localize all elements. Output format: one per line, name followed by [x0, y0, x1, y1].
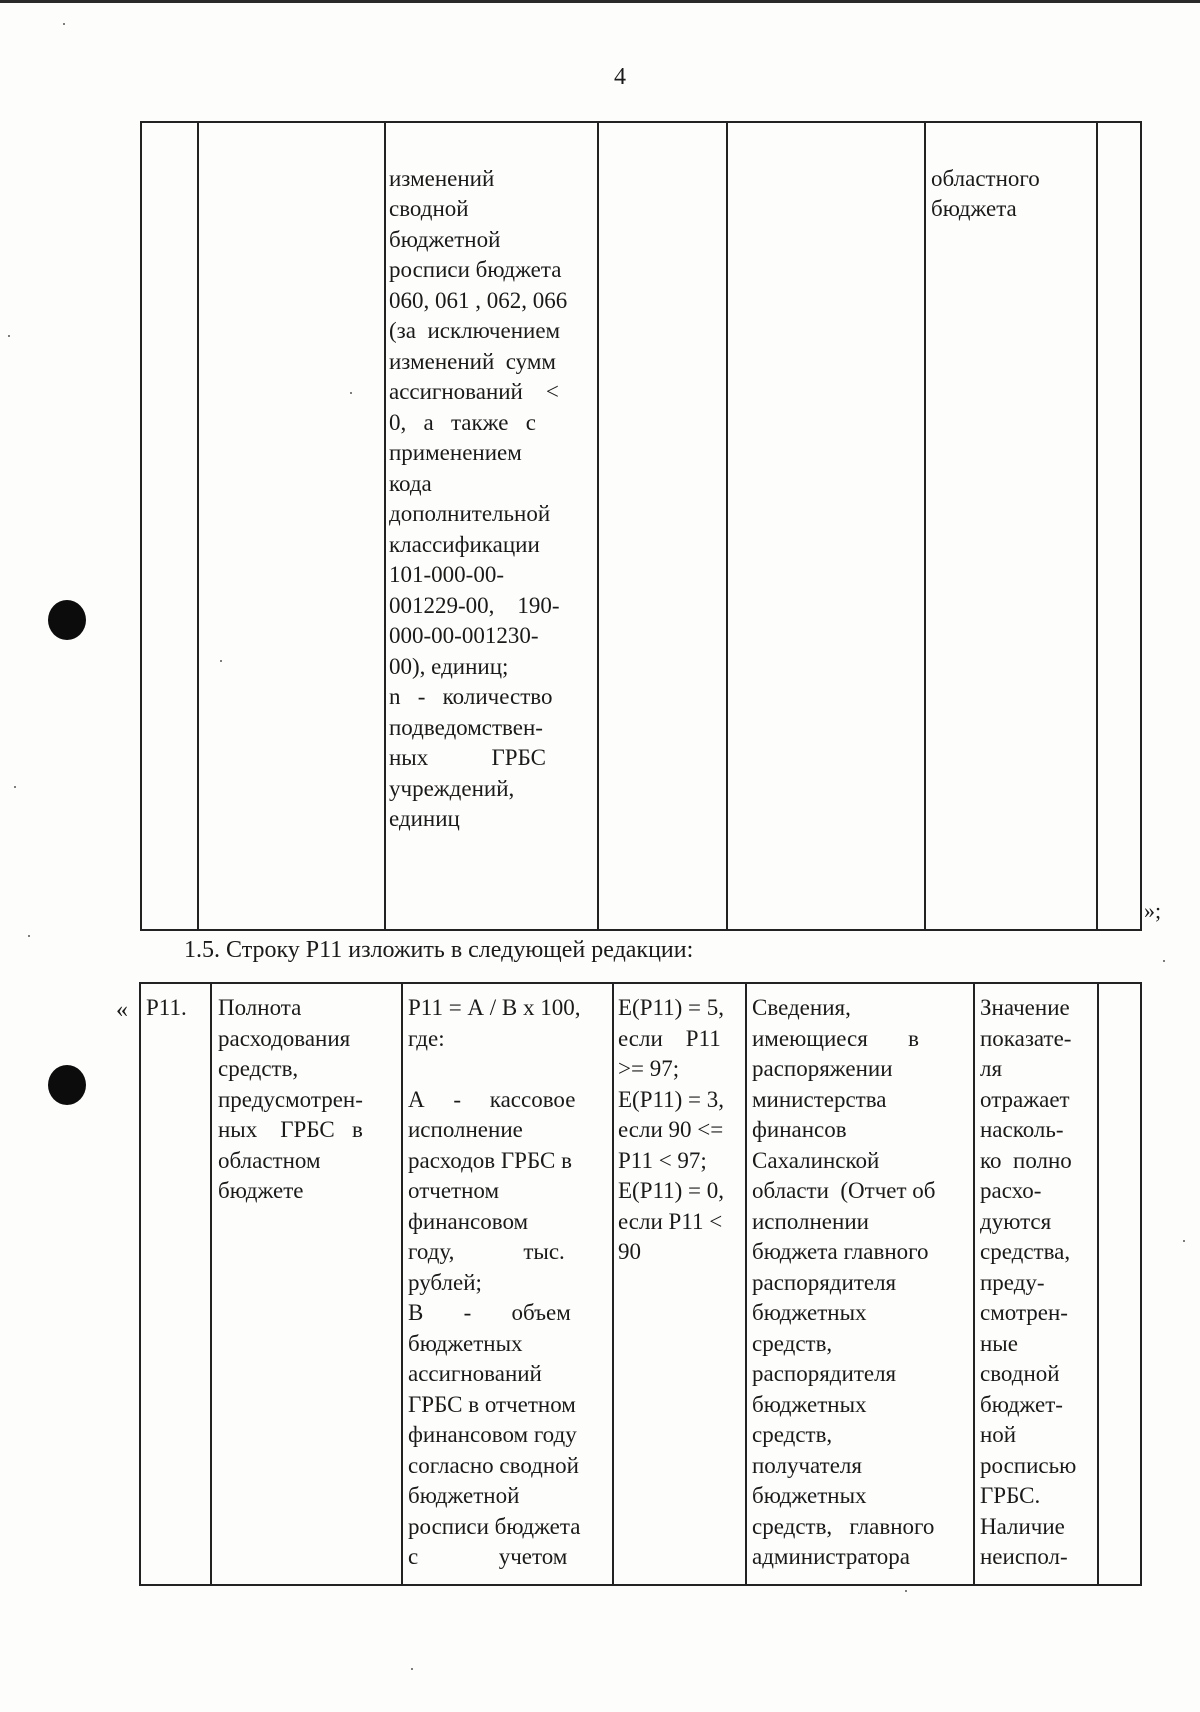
- t1-source-line: областного: [931, 165, 1040, 191]
- comment-line: дуются: [980, 1208, 1052, 1234]
- t1-formula-line: ассигнований <: [389, 379, 559, 404]
- t1-formula-line: кода: [389, 470, 432, 496]
- formula-line: исполнение: [408, 1117, 523, 1142]
- formula-line: расходов ГРБС в: [408, 1147, 572, 1173]
- comment-line: ные: [980, 1330, 1018, 1356]
- t1-formula-line: дополнительной: [389, 501, 551, 526]
- formula-line: году, тыс.: [408, 1239, 565, 1264]
- comment-line: расхо-: [980, 1178, 1042, 1203]
- comment-line: ной: [980, 1422, 1017, 1447]
- name-line: бюджете: [218, 1178, 304, 1203]
- t1-formula-line: 00), единиц;: [389, 653, 509, 679]
- name-line: Полнота: [218, 995, 302, 1020]
- t1-formula-line: 060, 061 , 062, 066: [389, 287, 568, 313]
- formula-line: отчетном: [408, 1178, 500, 1203]
- formula-line: А - кассовое: [408, 1086, 576, 1112]
- source-line: Сахалинской: [752, 1147, 880, 1173]
- comment-line: смотрен-: [980, 1300, 1068, 1325]
- formula-line: согласно сводной: [408, 1452, 579, 1478]
- t1-source-text: [931, 133, 1091, 255]
- closing-quote: »;: [1144, 898, 1162, 923]
- t1-formula-line: сводной: [389, 196, 469, 221]
- name-line: средств,: [218, 1056, 299, 1081]
- t1-formula-line: 001229-00, 190-: [389, 592, 560, 618]
- source-line: бюджета главного: [752, 1239, 929, 1264]
- source-line: средств,: [752, 1330, 833, 1356]
- formula-line: ГРБС в отчетном: [408, 1391, 576, 1417]
- formula-line: бюджетной: [408, 1483, 520, 1508]
- page-number: 4: [614, 64, 626, 90]
- source-line: распоряжении: [752, 1056, 893, 1081]
- comment-line: ля: [980, 1056, 1003, 1081]
- t1-formula-line: подведомствен-: [389, 714, 543, 740]
- indicator-comment: [980, 993, 1094, 1573]
- source-line: получателя: [752, 1452, 862, 1478]
- comment-line: средства,: [980, 1239, 1071, 1264]
- comment-line: бюджет-: [980, 1391, 1063, 1417]
- scoring-line: E(P11) = 0,: [618, 1178, 725, 1203]
- t1-formula-line: изменений сумм: [389, 348, 556, 374]
- comment-line: Значение: [980, 995, 1070, 1020]
- source-line: бюджетных: [752, 1483, 867, 1508]
- formula-line: бюджетных: [408, 1330, 523, 1356]
- formula-line: росписи бюджета: [408, 1513, 581, 1539]
- scoring-line: если 90 <=: [618, 1117, 724, 1142]
- scoring-line: E(P11) = 3,: [618, 1086, 725, 1112]
- indicator-scoring: [618, 993, 742, 1268]
- t1-formula-line: n - количество: [389, 684, 553, 709]
- formula-line: рублей;: [408, 1269, 482, 1295]
- punch-hole-mark-upper: [48, 600, 86, 640]
- formula-line: В - объем: [408, 1300, 571, 1325]
- t1-formula-description: [389, 133, 594, 865]
- formula-line: с учетом: [408, 1544, 568, 1569]
- source-line: распорядителя: [752, 1361, 897, 1386]
- scoring-line: если Р11 <: [618, 1208, 723, 1234]
- indicator-name: [218, 993, 396, 1207]
- scoring-line: если Р11: [618, 1025, 721, 1051]
- comment-line: ко полно: [980, 1147, 1072, 1173]
- t1-formula-line: учреждений,: [389, 775, 515, 801]
- source-line: средств,: [752, 1422, 833, 1447]
- source-line: бюджетных: [752, 1391, 867, 1417]
- formula-line: где:: [408, 1025, 445, 1051]
- formula-line: финансовом году: [408, 1422, 577, 1447]
- t1-source-line: бюджета: [931, 196, 1017, 221]
- t1-formula-line: бюджетной: [389, 226, 501, 252]
- t1-formula-line: 000-00-001230-: [389, 623, 539, 648]
- scoring-line: E(P11) = 5,: [618, 995, 725, 1020]
- scoring-line: >= 97;: [618, 1056, 680, 1081]
- t1-formula-line: (за исключением: [389, 318, 561, 343]
- name-line: областном: [218, 1147, 321, 1173]
- scan-top-edge: [0, 0, 1200, 3]
- t1-formula-line: единиц: [389, 806, 460, 831]
- comment-line: росписью: [980, 1452, 1077, 1478]
- indicator-data-source: [752, 993, 969, 1573]
- source-line: исполнении: [752, 1208, 869, 1234]
- comment-line: преду-: [980, 1269, 1045, 1295]
- source-line: имеющиеся в: [752, 1025, 919, 1051]
- source-line: бюджетных: [752, 1300, 867, 1325]
- comment-line: отражает: [980, 1086, 1070, 1112]
- formula-line: финансовом: [408, 1208, 529, 1234]
- source-line: средств, главного: [752, 1513, 935, 1539]
- t1-formula-line: 101-000-00-: [389, 562, 504, 587]
- punch-hole-mark-lower: [48, 1065, 86, 1105]
- scoring-line: 90: [618, 1239, 641, 1264]
- t1-formula-line: применением: [389, 440, 522, 465]
- comment-line: неиспол-: [980, 1544, 1068, 1569]
- opening-quote: «: [116, 997, 128, 1023]
- name-line: ных ГРБС в: [218, 1117, 363, 1142]
- comment-line: насколь-: [980, 1117, 1064, 1142]
- scoring-line: Р11 < 97;: [618, 1147, 707, 1173]
- formula-line: ассигнований: [408, 1361, 542, 1386]
- source-line: распорядителя: [752, 1269, 897, 1295]
- indicator-formula: [408, 993, 607, 1573]
- t1-formula-line: изменений: [389, 165, 495, 191]
- indicator-code: Р11.: [146, 995, 187, 1020]
- formula-line: Р11 = А / В х 100,: [408, 995, 581, 1020]
- source-line: Сведения,: [752, 995, 851, 1020]
- t1-formula-line: ных ГРБС: [389, 745, 546, 770]
- t1-formula-line: классификации: [389, 531, 540, 557]
- source-line: финансов: [752, 1117, 847, 1142]
- t1-formula-line: 0, а также с: [389, 409, 536, 435]
- comment-line: показате-: [980, 1025, 1072, 1051]
- formula-line: [408, 1054, 607, 1085]
- name-line: предусмотрен-: [218, 1086, 363, 1112]
- name-line: расходования: [218, 1025, 351, 1051]
- t1-formula-line: росписи бюджета: [389, 257, 562, 282]
- comment-line: ГРБС.: [980, 1483, 1041, 1508]
- source-line: министерства: [752, 1086, 887, 1112]
- comment-line: Наличие: [980, 1513, 1065, 1539]
- section-heading: 1.5. Строку Р11 изложить в следующей редакции:: [184, 937, 694, 963]
- comment-line: сводной: [980, 1361, 1060, 1386]
- source-line: области (Отчет об: [752, 1178, 936, 1203]
- source-line: администратора: [752, 1544, 911, 1569]
